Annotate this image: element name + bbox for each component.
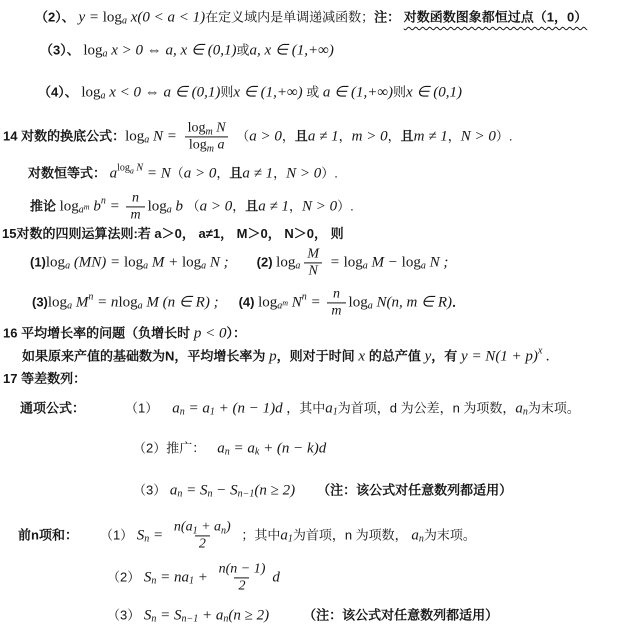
- superscript: m: [83, 202, 90, 212]
- math-segment: (n ≥ 2): [228, 607, 270, 624]
- superscript: m: [282, 298, 289, 308]
- corollary-formula: [30, 190, 354, 223]
- math-segment: N: [212, 120, 226, 136]
- math-segment: d: [272, 569, 280, 586]
- fraction: [184, 120, 230, 153]
- math-segment: =: [306, 294, 325, 311]
- math-segment: n(a: [173, 519, 193, 535]
- bold-text-segment: ，有: [431, 348, 458, 364]
- bold-text-segment: 通项公式：: [20, 400, 86, 416]
- growth-rate-explanation: [22, 345, 550, 367]
- fraction: [327, 286, 345, 319]
- subscript: n: [522, 406, 528, 418]
- subscript: a: [362, 260, 368, 272]
- math-segment: a: [78, 204, 84, 216]
- math-segment: N > 0: [286, 165, 322, 182]
- fraction-numerator: [128, 190, 143, 206]
- bold-text-segment: （3）、: [40, 42, 84, 58]
- text-segment: ，: [289, 198, 303, 214]
- subscript: n: [418, 533, 424, 545]
- math-roman-segment: log: [125, 128, 145, 145]
- fraction-denominator: [185, 137, 229, 154]
- math-segment: b: [171, 198, 183, 215]
- math-segment: a > 0: [249, 128, 282, 145]
- math-segment: n: [132, 190, 140, 206]
- math-segment: a: [277, 300, 283, 312]
- text-segment: ，: [387, 128, 401, 144]
- text-segment: 为末项。: [527, 400, 580, 416]
- math-roman-segment: log: [102, 9, 122, 26]
- math-segment: =: [149, 527, 167, 544]
- math-segment: = a: [184, 400, 210, 417]
- math-roman-segment: log: [348, 294, 368, 311]
- spacer: [229, 263, 257, 264]
- math-segment: M: [307, 246, 319, 262]
- math-segment: a ≠ 1: [258, 198, 290, 215]
- math-segment: y: [420, 348, 432, 365]
- math-segment: N: [133, 162, 144, 174]
- subscript: 1: [209, 406, 215, 418]
- bold-text-segment: 14 对数的换底公式：: [3, 128, 126, 144]
- subscript: 1: [188, 575, 194, 587]
- text-segment: 则: [220, 84, 234, 100]
- spacer: [269, 616, 303, 617]
- text-segment: 在定义域内是单调递减函数；: [205, 9, 375, 25]
- subscript: n: [179, 406, 185, 418]
- math-segment: N > 0: [302, 198, 338, 215]
- text-segment: 为首项，d 为公差，n 为项数，: [337, 400, 516, 416]
- text-segment: ，: [216, 165, 230, 181]
- math-roman-segment: log: [117, 162, 130, 174]
- math-segment: y =: [74, 9, 103, 26]
- bold-text-segment: (1): [30, 254, 46, 270]
- subscript: [277, 298, 289, 314]
- math-roman-segment: log: [83, 42, 103, 59]
- math-roman-segment: log: [258, 294, 278, 311]
- math-segment: a: [213, 137, 225, 153]
- subscript: a: [67, 300, 73, 312]
- math-segment: + (n − 1)d: [214, 400, 283, 417]
- math-segment: (n ≥ 2): [254, 482, 296, 499]
- bold-text-segment: ）：: [226, 325, 246, 341]
- subscript: a: [121, 15, 127, 27]
- fraction-numerator: [329, 286, 344, 302]
- bold-text-segment: ．: [452, 294, 466, 310]
- item-16-growth-rate-header: [3, 325, 246, 344]
- fraction-numerator: [303, 246, 323, 262]
- subscript: a: [144, 134, 150, 146]
- spacer: [78, 536, 100, 537]
- math-segment: x ∈ (0,1): [406, 84, 462, 101]
- subscript: k: [254, 446, 260, 458]
- math-segment: p < 0: [190, 325, 227, 342]
- text-segment: （2）推广：: [133, 440, 206, 456]
- subscript: m: [206, 143, 214, 155]
- text-segment: 则: [393, 84, 407, 100]
- math-segment: x > 0 ⇔ a, x ∈ (0,1): [107, 42, 237, 59]
- math-roman-segment: log: [45, 254, 66, 271]
- math-segment: 2: [198, 536, 206, 552]
- math-segment: n(n − 1): [218, 561, 266, 577]
- spacer: [205, 449, 217, 450]
- subscript: n: [151, 575, 157, 587]
- math-segment: ;: [209, 294, 219, 311]
- math-segment: = S: [182, 482, 208, 499]
- bold-text-segment: 前n项和：: [18, 527, 78, 543]
- item-2-log-decreasing-function: [35, 9, 587, 28]
- subscript: a: [129, 166, 134, 176]
- spacer: [219, 303, 239, 304]
- math-segment: a: [109, 165, 118, 182]
- subscript: a: [137, 300, 143, 312]
- math-segment: N ;: [425, 254, 449, 271]
- math-segment: m: [130, 207, 141, 223]
- subscript: 1: [192, 525, 198, 537]
- text-segment: ，其中: [282, 400, 326, 416]
- subscript: 1: [287, 533, 293, 545]
- fraction-denominator: [195, 536, 210, 553]
- math-segment: = S: [156, 607, 182, 624]
- math-segment: + a: [198, 607, 224, 624]
- general-term-formula-2-extension: [133, 440, 326, 459]
- math-segment: = n: [93, 294, 119, 311]
- fraction-denominator: [304, 263, 321, 280]
- item-4-log-negative-condition: [38, 84, 462, 103]
- math-segment: =: [105, 198, 124, 215]
- math-roman-segment: log: [118, 294, 138, 311]
- text-segment: （: [183, 198, 200, 214]
- fraction-numerator: [184, 120, 230, 136]
- math-segment: a: [411, 527, 419, 544]
- subscript: a: [143, 260, 149, 272]
- math-segment: a ∈ (1,+∞): [322, 84, 394, 101]
- math-segment: m > 0: [351, 128, 388, 145]
- math-segment: N =: [149, 128, 181, 145]
- math-segment: M −: [367, 254, 402, 271]
- text-segment: ，: [447, 128, 461, 144]
- math-roman-segment: log: [123, 254, 144, 271]
- subscript: [78, 202, 90, 218]
- bold-text-segment: 的总产值: [368, 348, 421, 364]
- text-segment: 为末项。: [423, 527, 476, 543]
- math-segment: M: [72, 294, 89, 311]
- item-14-change-of-base-formula: [3, 120, 513, 153]
- operation-rules-1-2: [30, 246, 448, 279]
- math-segment: =: [326, 254, 344, 271]
- text-segment: ，: [281, 128, 295, 144]
- bold-text-segment: 17 等差数列：: [3, 370, 87, 386]
- math-segment: a: [217, 440, 225, 457]
- math-roman-segment: log: [59, 198, 79, 215]
- math-segment: a, x ∈ (1,+∞): [249, 42, 334, 59]
- bold-text-segment: 且: [400, 128, 414, 144]
- subscript: n: [223, 613, 229, 625]
- math-segment: − S: [212, 482, 238, 499]
- subscript: n: [151, 613, 157, 625]
- math-segment: m: [331, 303, 342, 319]
- bold-text-segment: 对数恒等式：: [28, 165, 110, 181]
- superscript: n: [100, 195, 106, 207]
- text-segment: ）.: [321, 165, 338, 181]
- math-roman-segment: log: [276, 254, 296, 271]
- bold-text-segment: （注：该公式对任意数列都适用）: [317, 482, 513, 498]
- subscript: n−1: [181, 613, 199, 625]
- general-term-formula-1: [20, 400, 580, 419]
- math-segment: 2: [238, 578, 246, 594]
- text-segment: 或: [302, 84, 323, 100]
- bold-text-segment: 且: [229, 165, 243, 181]
- text-segment: （: [170, 165, 184, 181]
- subscript: a: [367, 300, 373, 312]
- math-segment: m ≠ 1: [413, 128, 448, 145]
- text-segment: （2）: [107, 569, 144, 585]
- text-segment: ，: [273, 165, 287, 181]
- spacer: [158, 409, 172, 410]
- math-segment: N(n, m ∈ R): [372, 294, 453, 311]
- fraction-denominator: [327, 303, 345, 320]
- subscript: n−1: [237, 488, 255, 500]
- item-15-operation-rules-header: [2, 226, 344, 242]
- math-segment: M +: [148, 254, 182, 271]
- text-segment: 为首项，n 为项数，: [292, 527, 412, 543]
- bold-text-segment: 且: [294, 128, 308, 144]
- fraction-numerator: [170, 519, 235, 535]
- math-roman-segment: log: [81, 84, 101, 101]
- text-segment: （3）: [133, 482, 170, 498]
- math-segment: = na: [156, 569, 189, 586]
- math-segment: S: [136, 527, 145, 544]
- math-segment: x ∈ (1,+∞): [233, 84, 303, 101]
- math-segment: a > 0: [199, 198, 233, 215]
- math-roman-segment: log: [401, 254, 421, 271]
- superscript: x: [537, 345, 543, 357]
- math-roman-segment: log: [181, 254, 202, 271]
- fraction: [126, 190, 144, 223]
- bold-text-segment: （2）、: [35, 9, 75, 25]
- spacer: [85, 409, 125, 410]
- math-roman-segment: log: [187, 120, 206, 136]
- math-segment: n: [332, 286, 340, 302]
- bold-text-segment: (3): [32, 294, 48, 310]
- text-segment: ；其中: [237, 527, 281, 543]
- math-segment: x: [354, 348, 369, 365]
- log-identity-formula: [28, 162, 338, 184]
- bold-text-segment: 16 平均增长率的问题（负增长时: [3, 325, 191, 341]
- superscript: n: [88, 291, 94, 303]
- bold-text-segment: （4）、: [38, 84, 82, 100]
- math-segment: ): [226, 519, 231, 535]
- subscript: 1: [332, 406, 338, 418]
- spacer: [295, 491, 317, 492]
- subscript: a: [201, 260, 207, 272]
- item-17-arithmetic-sequence-header: [3, 371, 86, 387]
- math-segment: = a: [229, 440, 255, 457]
- fraction: [215, 561, 270, 594]
- math-roman-segment: log: [147, 198, 167, 215]
- subscript: a: [166, 204, 172, 216]
- math-segment: a: [172, 400, 180, 417]
- sum-formula-2: [107, 561, 280, 594]
- math-segment: = N: [143, 165, 171, 182]
- subscript: a: [102, 48, 108, 60]
- math-segment: + (n − k)d: [259, 440, 327, 457]
- subscript: n: [221, 525, 227, 537]
- math-segment: + a: [197, 519, 222, 535]
- math-segment: .: [542, 348, 550, 365]
- bold-text-segment: 15对数的四则运算法则:若 a＞0， a≠1， M＞0， N＞0， 则: [2, 225, 344, 241]
- bold-text-segment: (4): [238, 294, 259, 310]
- item-3-log-positive-condition: [40, 42, 334, 61]
- subscript: a: [420, 260, 426, 272]
- math-segment: N: [288, 294, 302, 311]
- math-segment: S: [143, 607, 152, 624]
- math-segment: +: [193, 569, 212, 586]
- text-segment: ，: [338, 128, 352, 144]
- operation-rules-3-4: [32, 286, 465, 319]
- subscript: a: [65, 260, 71, 272]
- math-segment: a ≠ 1: [307, 128, 339, 145]
- superscript: n: [301, 291, 307, 303]
- bold-text-segment: ，则对于时间: [276, 348, 355, 364]
- math-segment: a > 0: [183, 165, 217, 182]
- underlined-note-segment: 对数函数图象都恒过点（1，0）: [403, 9, 588, 25]
- math-segment: N: [308, 263, 318, 279]
- text-segment: 或: [236, 42, 250, 58]
- text-segment: ）.: [495, 128, 513, 144]
- math-segment: a ≠ 1: [242, 165, 274, 182]
- fraction-denominator: [126, 207, 144, 224]
- subscript: m: [205, 126, 213, 138]
- math-segment: S: [143, 569, 152, 586]
- subscript: n: [177, 488, 183, 500]
- bold-text-segment: 推论: [30, 198, 60, 214]
- general-term-formula-3-sn-difference: [133, 482, 512, 501]
- text-segment: ）.: [337, 198, 354, 214]
- math-segment: N > 0: [460, 128, 496, 145]
- math-segment: a: [515, 400, 523, 417]
- text-segment: ，: [232, 198, 246, 214]
- math-roman-segment: log: [188, 137, 207, 153]
- subscript: n: [207, 488, 213, 500]
- text-segment: （3）: [107, 607, 144, 623]
- text-segment: （1）: [99, 527, 137, 543]
- math-segment: M (n ∈ R): [142, 294, 210, 311]
- math-segment: a: [280, 527, 288, 544]
- subscript: n: [224, 446, 230, 458]
- math-segment: x < 0 ⇔ a ∈ (0,1): [105, 84, 221, 101]
- superscript: [117, 163, 143, 176]
- math-segment: (MN) =: [70, 254, 124, 271]
- math-segment: p: [265, 348, 277, 365]
- fraction: [303, 246, 323, 279]
- sum-formula-1: [18, 519, 476, 552]
- fraction-denominator: [234, 578, 249, 595]
- bold-text-segment: 注：: [374, 9, 404, 25]
- math-segment: b: [89, 198, 101, 215]
- math-roman-segment: log: [343, 254, 363, 271]
- bold-text-segment: （注：该公式对任意数列都适用）: [303, 607, 499, 623]
- math-segment: a: [169, 482, 178, 499]
- math-segment: N ;: [206, 254, 229, 271]
- bold-text-segment: (2): [256, 254, 277, 270]
- fraction: [170, 519, 235, 552]
- text-segment: （: [232, 128, 250, 144]
- sum-formula-3: [107, 607, 498, 626]
- math-segment: a: [325, 400, 333, 417]
- math-roman-segment: log: [47, 294, 68, 311]
- bold-text-segment: 且: [245, 198, 259, 214]
- bold-text-segment: 如果原来产值的基础数为N，平均增长率为: [22, 348, 266, 364]
- subscript: a: [100, 90, 106, 102]
- text-segment: （1）: [125, 400, 159, 416]
- math-segment: x(0 < a < 1): [126, 9, 206, 26]
- subscript: n: [144, 533, 150, 545]
- subscript: a: [295, 260, 301, 272]
- fraction-numerator: [215, 561, 270, 577]
- math-segment: y = N(1 + p): [457, 348, 538, 365]
